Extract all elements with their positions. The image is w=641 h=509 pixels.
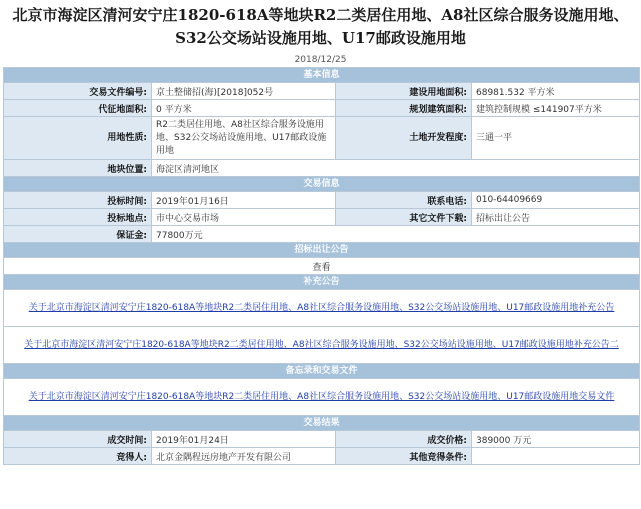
bid-time-label: 投标时间: bbox=[4, 192, 152, 209]
section-title: 交易信息 bbox=[4, 177, 640, 192]
location-label: 地块位置: bbox=[4, 160, 152, 177]
section-header-record bbox=[4, 364, 640, 379]
deal-time-label: 成交时间: bbox=[4, 431, 152, 448]
dev-level-label: 土地开发程度: bbox=[336, 117, 472, 160]
plan-area-label: 规划建筑面积: bbox=[336, 100, 472, 117]
section-header-result bbox=[4, 416, 640, 431]
section-title: 交易结果 bbox=[4, 416, 640, 431]
supplement-notice-2-link[interactable]: 关于北京市海淀区清河安宁庄1820-618A等地块R2二类居住用地、A8社区综合服务设施用地、S32公交场站设施用地、U17邮政设施用地补充公告二 bbox=[24, 339, 619, 350]
section-title: 基本信息 bbox=[4, 68, 640, 83]
section-header-supplement bbox=[4, 275, 640, 290]
page-title: 北京市海淀区清河安宁庄1820-618A等地块R2二类居住用地、A8社区综合服务设施用地、S32公交场站设施用地、U17邮政设施用地 bbox=[12, 6, 629, 47]
supplement-notice-link[interactable]: 关于北京市海淀区清河安宁庄1820-618A等地块R2二类居住用地、A8社区综合服务设施用地、S32公交场站设施用地、U17邮政设施用地补充公告 bbox=[28, 302, 615, 313]
section-header-trade bbox=[4, 177, 640, 192]
table-row bbox=[4, 100, 640, 117]
dev-level-value: 三通一平 bbox=[472, 117, 640, 160]
section-title: 备忘录和交易文件 bbox=[4, 364, 640, 379]
table-row bbox=[4, 83, 640, 100]
table-row bbox=[4, 379, 640, 416]
other-terms-value bbox=[472, 448, 640, 465]
table-row bbox=[4, 160, 640, 177]
agent-area-label: 代征地面积: bbox=[4, 100, 152, 117]
trade-document-link[interactable]: 关于北京市海淀区清河安宁庄1820-618A等地块R2二类居住用地、A8社区综合服务设施用地、S32公交场站设施用地、U17邮政设施用地交易文件 bbox=[28, 391, 615, 402]
table-row bbox=[4, 258, 640, 275]
build-area-label: 建设用地面积: bbox=[336, 83, 472, 100]
table-row bbox=[4, 209, 640, 226]
table-row bbox=[4, 431, 640, 448]
land-use-label: 用地性质: bbox=[4, 117, 152, 160]
publish-date: 2018/12/25 bbox=[294, 55, 347, 65]
section-header-basic bbox=[4, 68, 640, 83]
deposit-label: 保证金: bbox=[4, 226, 152, 243]
view-notice-link[interactable]: 查看 bbox=[4, 258, 640, 275]
location-value: 海淀区清河地区 bbox=[152, 160, 640, 177]
link-cell bbox=[4, 290, 640, 327]
other-terms-label: 其他竞得条件: bbox=[336, 448, 472, 465]
section-header-bid-notice bbox=[4, 243, 640, 258]
other-doc-link[interactable]: 招标出让公告 bbox=[472, 209, 640, 226]
link-cell bbox=[4, 379, 640, 416]
doc-no-label: 交易文件编号: bbox=[4, 83, 152, 100]
table-row bbox=[4, 226, 640, 243]
winner-label: 竞得人: bbox=[4, 448, 152, 465]
deal-price-label: 成交价格: bbox=[336, 431, 472, 448]
land-use-value: R2二类居住用地、A8社区综合服务设施用地、S32公交场站设施用地、U17邮政设施用地 bbox=[152, 117, 336, 160]
phone-value: 010-64409669 bbox=[472, 192, 640, 209]
table-row bbox=[4, 290, 640, 327]
build-area-value: 68981.532 平方米 bbox=[472, 83, 640, 100]
table-row bbox=[4, 117, 640, 160]
plan-area-value: 建筑控制规模 ≤141907平方米 bbox=[472, 100, 640, 117]
deal-price-value: 389000 万元 bbox=[472, 431, 640, 448]
bid-place-label: 投标地点: bbox=[4, 209, 152, 226]
winner-value: 北京金隅程远房地产开发有限公司 bbox=[152, 448, 336, 465]
table-row bbox=[4, 327, 640, 364]
phone-label: 联系电话: bbox=[336, 192, 472, 209]
table-row bbox=[4, 448, 640, 465]
link-cell bbox=[4, 327, 640, 364]
info-table bbox=[3, 67, 640, 465]
table-row bbox=[4, 192, 640, 209]
bid-place-value: 市中心交易市场 bbox=[152, 209, 336, 226]
bid-time-value: 2019年01月16日 bbox=[152, 192, 336, 209]
other-doc-label: 其它文件下载: bbox=[336, 209, 472, 226]
section-title: 补充公告 bbox=[4, 275, 640, 290]
section-title: 招标出让公告 bbox=[4, 243, 640, 258]
agent-area-value: 0 平方米 bbox=[152, 100, 336, 117]
doc-no-value: 京土整储招(海)[2018]052号 bbox=[152, 83, 336, 100]
deposit-value: 77800万元 bbox=[152, 226, 640, 243]
deal-time-value: 2019年01月24日 bbox=[152, 431, 336, 448]
